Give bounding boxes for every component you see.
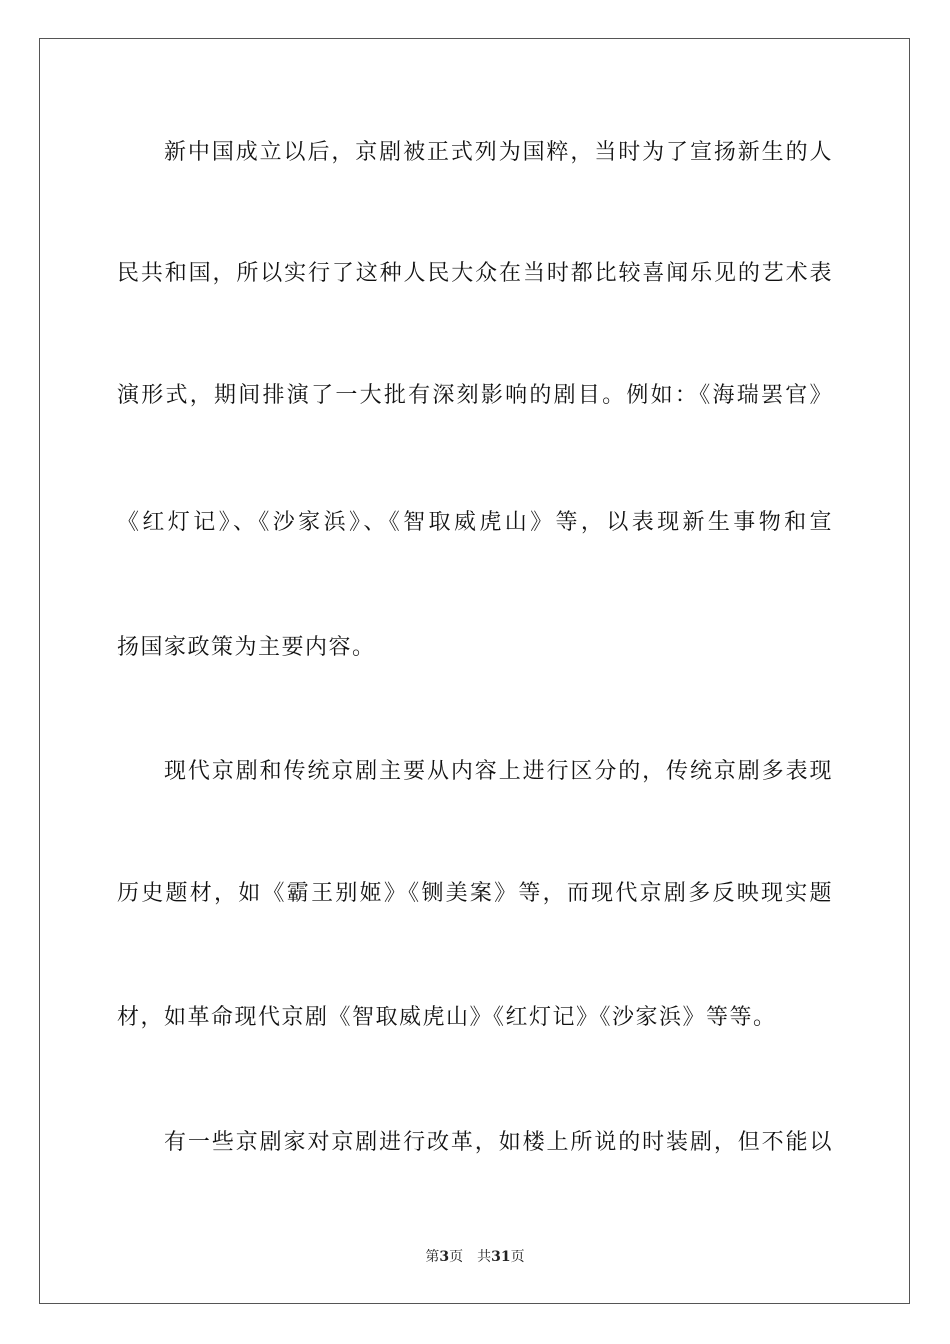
paragraph-1-line-5: 扬国家政策为主要内容。	[117, 635, 376, 660]
total-prefix: 共	[477, 1249, 492, 1265]
page-prefix: 第	[425, 1249, 440, 1265]
page-footer	[0, 1248, 950, 1266]
page-number: 3	[439, 1249, 450, 1265]
paragraph-2-line-2: 历史题材，如《霸王别姬》《铡美案》等，而现代京剧多反映现实题	[117, 881, 833, 906]
page-border	[39, 38, 910, 1304]
paragraph-1-line-2: 民共和国，所以实行了这种人民大众在当时都比较喜闻乐见的艺术表	[117, 261, 833, 286]
total-suffix: 页	[510, 1249, 525, 1265]
total-pages: 31	[491, 1249, 511, 1265]
paragraph-2-line-1: 现代京剧和传统京剧主要从内容上进行区分的，传统京剧多表现	[164, 759, 833, 784]
paragraph-1-line-1: 新中国成立以后，京剧被正式列为国粹，当时为了宣扬新生的人	[164, 140, 833, 165]
paragraph-3-line-1: 有一些京剧家对京剧进行改革，如楼上所说的时装剧，但不能以	[164, 1130, 833, 1155]
paragraph-1-line-3: 演形式，期间排演了一大批有深刻影响的剧目。例如：《海瑞罢官》	[117, 383, 833, 408]
paragraph-2-line-3: 材，如革命现代京剧《智取威虎山》《红灯记》《沙家浜》等等。	[117, 1005, 777, 1030]
paragraph-1-line-4: 《红灯记》、《沙家浜》、《智取威虎山》等，以表现新生事物和宣	[117, 510, 833, 535]
page-suffix: 页	[449, 1249, 464, 1265]
